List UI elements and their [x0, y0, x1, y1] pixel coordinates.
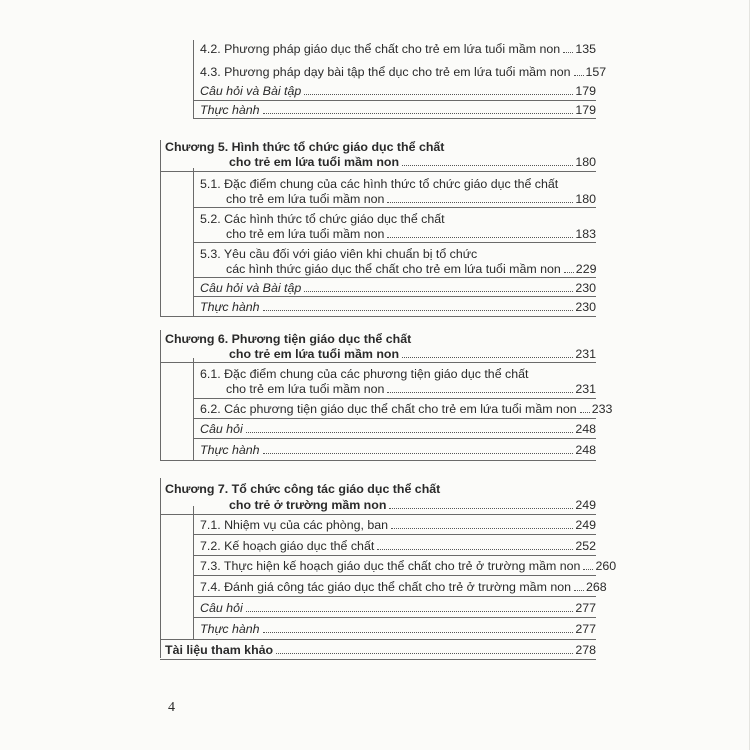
toc-entry-title[interactable]: 5.2. Các hình thức tổ chức giáo dục thể chất [200, 212, 445, 226]
toc-entry[interactable]: 7.3. Thực hiện kế hoạch giáo dục thể chất cho trẻ ở trường mầm non 260 [200, 559, 617, 573]
toc-entry[interactable]: Thực hành 248 [200, 443, 596, 457]
toc-entry[interactable]: cho trẻ em lứa tuổi mầm non 180 [229, 155, 596, 169]
toc-entry[interactable]: 4.2. Phương pháp giáo dục thể chất cho trẻ em lứa tuổi mầm non 135 [200, 42, 596, 56]
section-rule [193, 358, 194, 460]
section-rule [160, 478, 161, 658]
section-rule [160, 140, 161, 316]
toc-entry[interactable]: Thực hành 277 [200, 622, 596, 636]
toc-entry-title[interactable]: 6.1. Đặc điểm chung của các phương tiện giáo dục thể chất [200, 367, 529, 381]
section-rule [193, 506, 194, 640]
page-number: 4 [168, 700, 175, 715]
toc-entry[interactable]: cho trẻ em lứa tuổi mầm non 231 [229, 347, 596, 361]
chapter-title[interactable]: Chương 6. Phương tiện giáo dục thể chất [165, 332, 412, 346]
toc-entry[interactable]: 7.4. Đánh giá công tác giáo dục thể chất cho trẻ ở trường mầm non 268 [200, 580, 607, 594]
toc-entry[interactable]: Câu hỏi 277 [200, 601, 596, 615]
chapter-title[interactable]: Chương 7. Tổ chức công tác giáo dục thể chất [165, 482, 441, 496]
toc-entry[interactable]: Câu hỏi 248 [200, 422, 596, 436]
section-rule [160, 330, 161, 460]
toc-entry[interactable]: cho trẻ em lứa tuổi mầm non 231 [226, 382, 596, 396]
toc-entry[interactable]: Thực hành 230 [200, 300, 596, 314]
toc-entry[interactable]: Câu hỏi và Bài tập 230 [200, 281, 596, 295]
toc-entry[interactable]: 7.1. Nhiệm vụ của các phòng, ban 249 [200, 518, 596, 532]
toc-entry-references[interactable]: Tài liệu tham khảo 278 [165, 643, 596, 657]
toc-entry[interactable]: cho trẻ em lứa tuổi mầm non 180 [226, 192, 596, 206]
toc-entry[interactable]: cho trẻ ở trường mầm non 249 [229, 498, 596, 512]
toc-entry[interactable]: 4.3. Phương pháp dạy bài tập thể dục cho trẻ em lứa tuổi mầm non 157 [200, 65, 607, 79]
toc-entry[interactable]: Câu hỏi và Bài tập 179 [200, 84, 596, 98]
chapter-title[interactable]: Chương 5. Hình thức tổ chức giáo dục thể chất [165, 140, 445, 154]
toc-entry[interactable]: cho trẻ em lứa tuổi mầm non 183 [226, 227, 596, 241]
toc-entry-title[interactable]: 5.1. Đặc điểm chung của các hình thức tổ chức giáo dục thể chất [200, 177, 559, 191]
toc-entry[interactable]: 6.2. Các phương tiện giáo dục thể chất cho trẻ em lứa tuổi mầm non 233 [200, 402, 613, 416]
toc-entry[interactable]: 7.2. Kế hoạch giáo dục thể chất 252 [200, 539, 596, 553]
section-rule [193, 40, 194, 118]
toc-entry[interactable]: các hình thức giáo dục thể chất cho trẻ em lứa tuổi mầm non 229 [226, 262, 597, 276]
toc-entry-title[interactable]: 5.3. Yêu cầu đối với giáo viên khi chuẩn bị tổ chức [200, 247, 478, 261]
toc-entry[interactable]: Thực hành 179 [200, 103, 596, 117]
